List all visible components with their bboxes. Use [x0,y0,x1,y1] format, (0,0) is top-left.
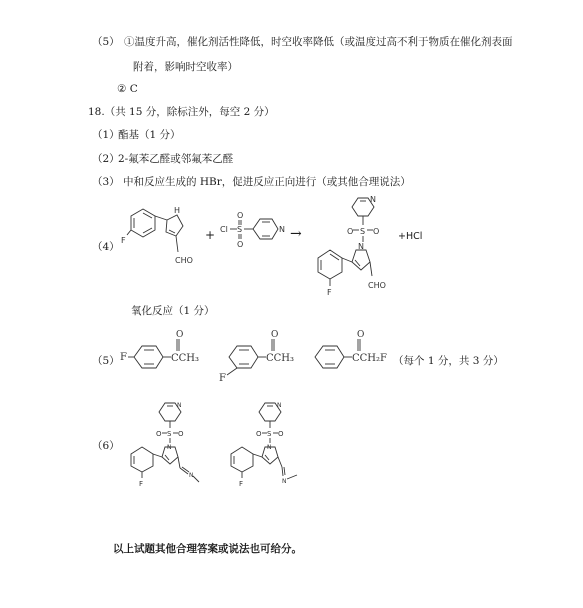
q18-3-number: （3） [92,176,120,188]
a6s2-o-right: O [278,430,284,438]
q18-3-answer: 中和反应生成的 HBr，促进反应正向进行（或其他合理说法） [123,176,411,188]
product-sulfonyl-pyrrole [308,192,403,297]
reaction-plus: + [205,228,216,242]
nh-label: H [174,206,181,215]
isomer2-ring [229,346,258,368]
a6s2-imine-n: N [282,478,287,485]
pyridine-n-label: N [279,225,285,234]
q18-5-number: （5） [92,355,120,367]
sulfur-label: S [237,225,243,234]
a6s1-pyrrole-n: N [167,444,172,451]
q18-6-number: （6） [92,440,120,452]
reaction-arrow: → [290,226,302,242]
q17-5-answer-line1: ①温度升高，催化剂活性降低，时空收率降低（或温度过高不利于物质在催化剂表面 [124,36,513,48]
a6s1-imine-n: N [189,472,194,479]
product-fluoro-label: F [327,288,332,297]
isomer1-ring [134,346,163,368]
q18-4-number: （4） [92,241,120,253]
a6s1-o-right: O [178,430,184,438]
isomer-ortho-fluoroacetophenone [215,328,305,388]
q18-header: 18.（共 15 分，除标注外，每空 2 分） [88,106,275,118]
product-sulfur: S [360,227,366,236]
isomer3-oxygen: O [357,330,365,340]
isomer1-oxygen: O [176,330,184,340]
cho-label: CHO [175,256,193,265]
a6s2-s: S [267,430,272,438]
reactant-fluorophenyl-pyrrole-aldehyde [121,205,205,280]
hcl-byproduct: +HCl [398,231,423,242]
reactant-pyridine-sulfonyl-chloride [220,205,295,255]
isomer2-acyl: CCH₃ [266,353,295,364]
isomer2-f: F [219,373,226,384]
footer-note: 以上试题其他合理答案或说法也可给分。 [113,543,302,555]
q18-4-reaction-type: 氧化反应（1 分） [131,305,215,317]
product-pyrrole-n: N [358,242,364,251]
q18-5-score-note: （每个 1 分，共 3 分） [393,355,504,367]
a6s2-pyridine-n: N [277,402,282,409]
product-pyrrole-ring [352,250,370,270]
product-sulfonyl-o-left: O [347,227,354,236]
a6s1-pyridine-n: N [177,402,182,409]
a6s2-o-left: O [256,430,262,438]
product-sulfonyl-o-right: O [373,227,380,236]
q17-5-answer-line3: ② C [117,83,138,95]
isomer3-ring [315,346,344,368]
isomer-fluoromethyl-phenyl-ketone [305,328,400,383]
answer6-structure-2 [225,397,325,497]
q18-2-answer: 2-氟苯乙醛或邻氟苯乙醛 [118,153,234,165]
a6s2-f: F [239,480,244,488]
q18-1-number: （1） [92,129,120,141]
sulfonyl-oxygen-bottom: O [237,240,244,249]
sulfonyl-oxygen-top: O [237,211,244,220]
a6s1-o-left: O [156,430,162,438]
chloro-label: Cl [220,225,228,234]
fluoro-label: F [121,236,126,245]
product-pyridine-n: N [370,195,376,204]
q18-1-answer: 酯基（1 分） [118,129,181,141]
isomer1-acyl: CCH₃ [171,353,200,364]
isomer2-oxygen: O [271,330,279,340]
a6s2-pyrrole-n: N [267,444,272,451]
q17-5-number: （5） [92,36,120,48]
q17-5-answer-line2: 附着，影响时空收率） [133,61,238,73]
isomer3-acyl: CCH₂F [352,353,387,364]
a6s1-s: S [167,430,172,438]
isomer-para-fluoroacetophenone [120,328,205,383]
a6s1-f: F [139,480,144,488]
q18-2-number: （2） [92,153,120,165]
answer6-structure-1 [125,397,210,497]
product-cho-label: CHO [368,281,386,290]
isomer1-f: F [120,352,127,363]
